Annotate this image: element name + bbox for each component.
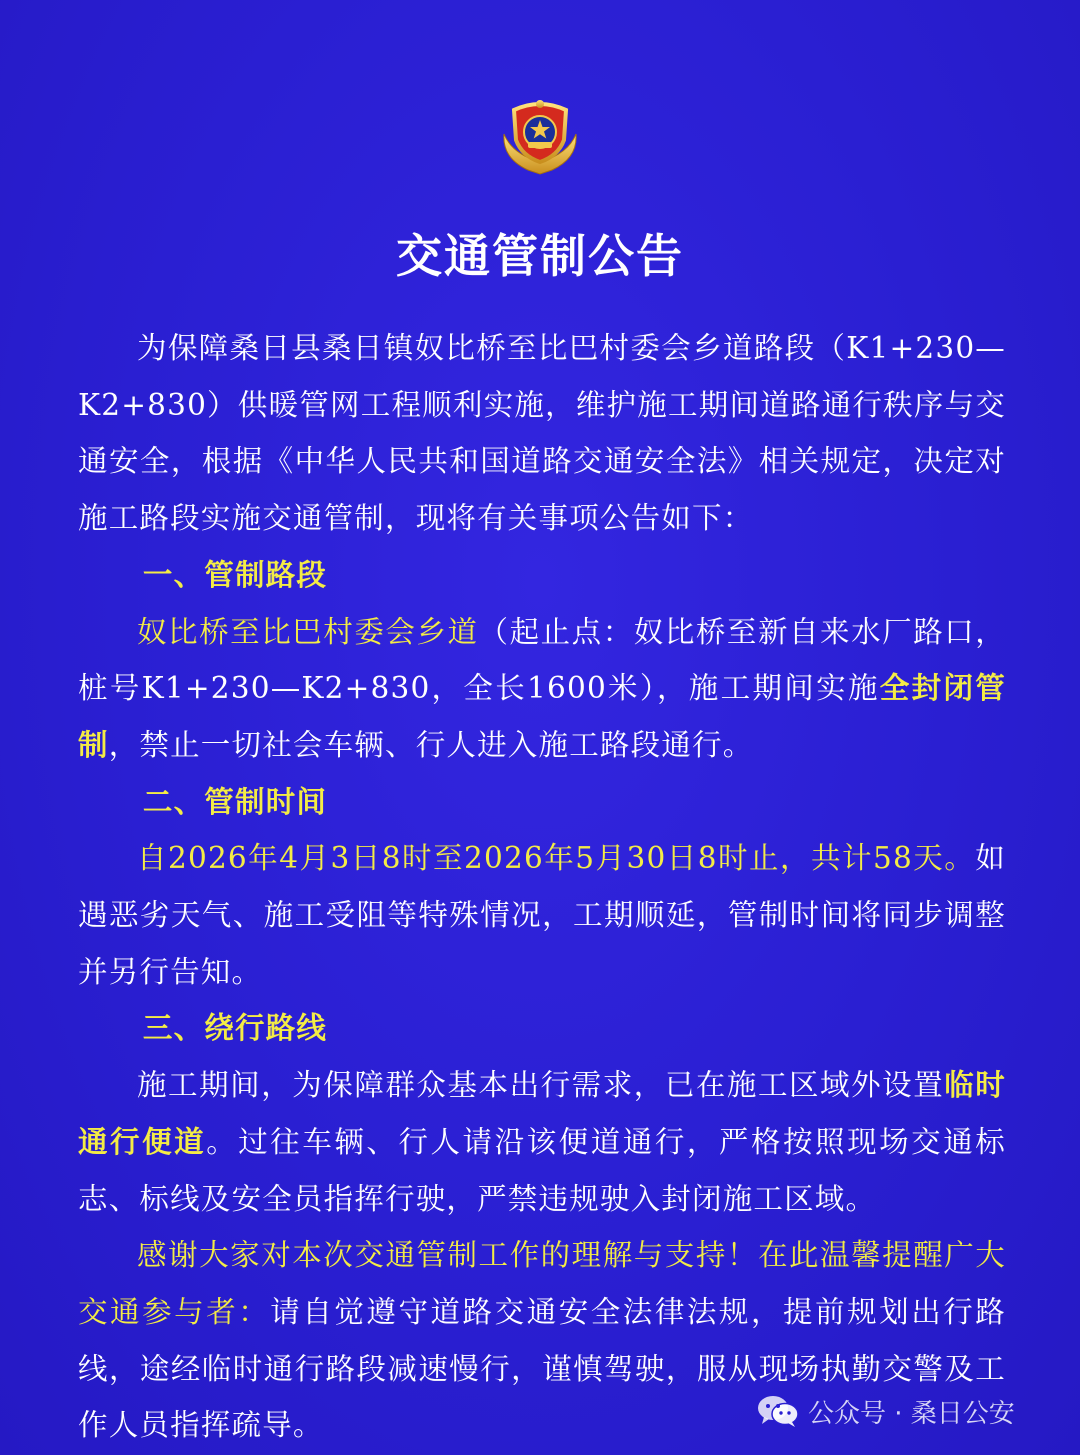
watermark-text: 公众号 · 桑日公安 — [808, 1398, 1015, 1429]
police-emblem-icon — [498, 96, 582, 176]
closing-highlight: 感谢大家对本次交通管制工作的理解与支持！在此温馨提醒广大交通参与者： — [78, 1238, 1006, 1329]
highlight-full-closure: 全封闭管制 — [78, 671, 1006, 762]
closing-text: 请自觉遵守道路交通安全法律法规，提前规划出行路线，途经临时通行路段减速慢行，谨慎驾驶，服从现场执勤交警及工作人员指挥疏导。 — [78, 1294, 1006, 1443]
notice-body — [78, 320, 1006, 1454]
section-paragraph-time — [78, 830, 1006, 1000]
road-prohibition-text: ，禁止一切社会车辆、行人进入施工路段通行。 — [108, 727, 754, 762]
wechat-watermark — [756, 1392, 1015, 1430]
detour-intro-text: 施工期间，为保障群众基本出行需求，已在施工区域外设置 — [137, 1068, 945, 1103]
page-title: 交通管制公告 — [396, 229, 684, 283]
wechat-icon — [756, 1393, 800, 1429]
section-heading-detour: 三、绕行路线 — [142, 1011, 328, 1046]
highlight-road-name: 奴比桥至比巴村委会乡道 — [137, 614, 479, 649]
section-paragraph-road — [78, 604, 1006, 774]
detour-detail-text: 。过往车辆、行人请沿该便道通行，严格按照现场交通标志、标线及安全员指挥行驶，严禁违规驶入封闭施工区域。 — [78, 1124, 1006, 1216]
road-detail-text: （起止点：奴比桥至新自来水厂路口，桩号K1+230—K2+830，全长1600米），施工期间实施 — [78, 614, 1006, 706]
intro-paragraph: 为保障桑日县桑日镇奴比桥至比巴村委会乡道路段（K1+230—K2+830）供暖管网工程顺利实施，维护施工期间道路通行秩序与交通安全，根据《中华人民共和国道路交通安全法》相关规定，决定对施工路段实施交通管制，现将有关事项公告如下： — [78, 331, 1006, 536]
section-heading-time: 二、管制时间 — [142, 784, 328, 819]
time-detail-text: 如遇恶劣天气、施工受阻等特殊情况，工期顺延，管制时间将同步调整并另行告知。 — [78, 841, 1006, 989]
highlight-temp-road: 临时通行便道 — [78, 1068, 1006, 1159]
highlight-time-range: 自2026年4月3日8时至2026年5月30日8时止，共计58天。 — [137, 841, 976, 876]
section-paragraph-detour — [78, 1057, 1006, 1227]
section-heading-road: 一、管制路段 — [142, 557, 328, 592]
